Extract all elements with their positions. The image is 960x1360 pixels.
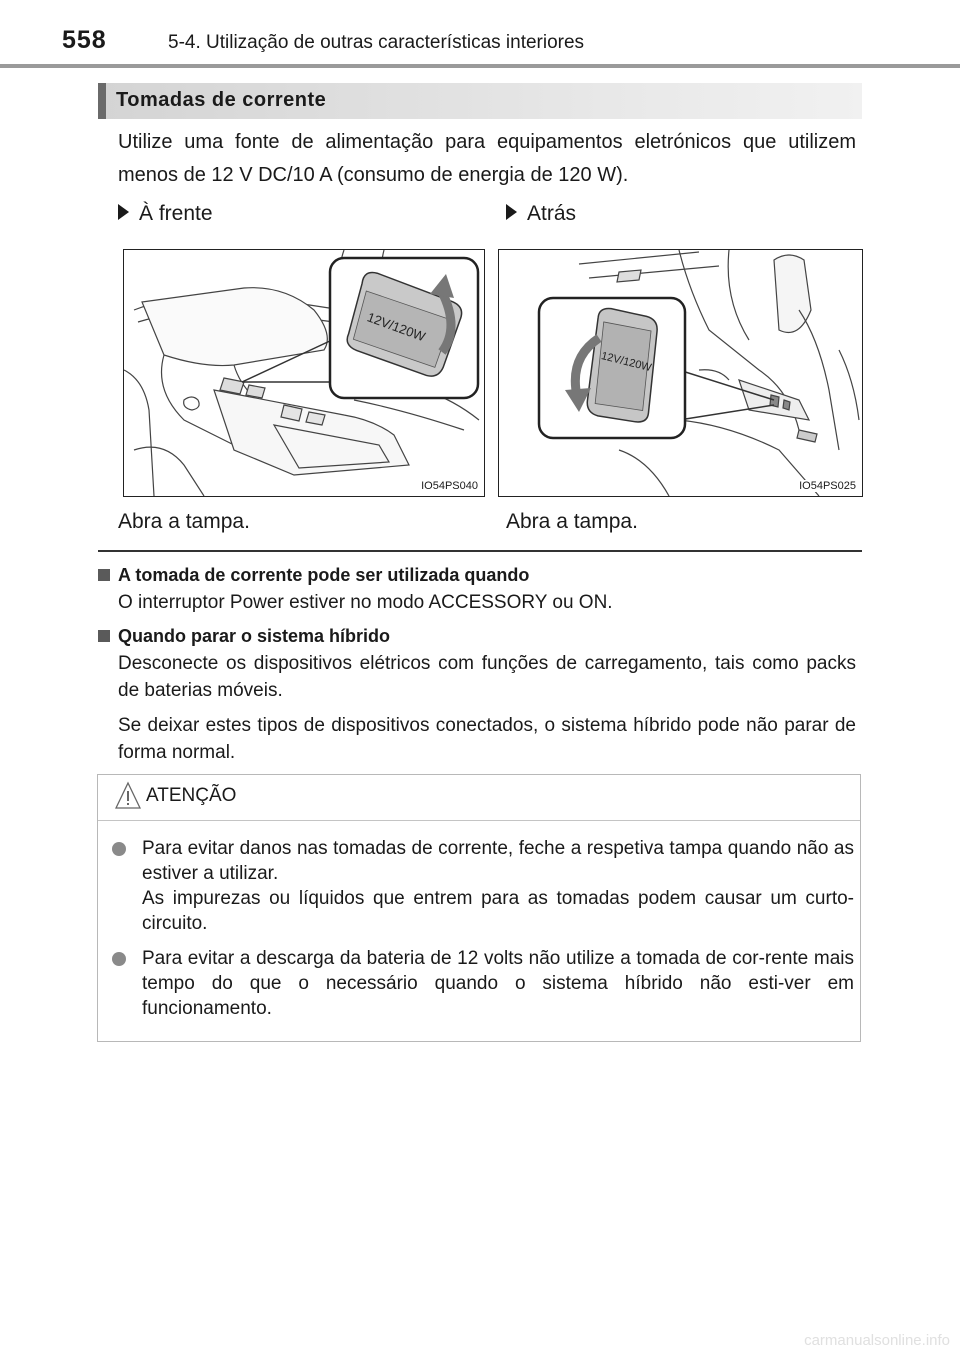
note-paragraph: Se deixar estes tipos de dispositivos conectados, o sistema híbrido pode não parar de forma normal. — [118, 715, 856, 763]
section-accent — [98, 83, 106, 119]
rear-caption: Abra a tampa. — [506, 510, 638, 533]
front-console-drawing — [124, 250, 484, 496]
rear-heading — [506, 202, 576, 226]
warning-item-text: Para evitar a descarga da bateria de 12 volts não utilize a tomada de cor-rente mais tempo do que o necessário quando o sistema híbrido não esti-ver em funcionamento. — [142, 948, 854, 1019]
front-caption: Abra a tampa. — [118, 510, 250, 533]
front-cap-label: 12V/120W — [365, 309, 428, 345]
square-bullet-icon — [98, 630, 110, 642]
warning-title: ATENÇÃO — [146, 785, 237, 806]
section-divider — [98, 550, 862, 552]
section-title-bar — [98, 83, 862, 119]
intro-paragraph: Utilize uma fonte de alimentação para equipamentos eletrónicos que utilizem menos de 12 V DC/10 A (consumo de energia de 120 W). — [118, 131, 856, 186]
section-title: Tomadas de corrente — [116, 89, 327, 111]
front-figure-code: IO54PS040 — [421, 480, 478, 492]
rear-heading-text: Atrás — [527, 202, 577, 225]
warning-header — [98, 775, 860, 821]
header-divider — [0, 64, 960, 68]
note-heading-text: Quando parar o sistema híbrido — [118, 626, 391, 646]
front-outlet-illustration — [123, 249, 485, 497]
warning-triangle-icon — [115, 781, 141, 811]
square-bullet-icon — [98, 569, 110, 581]
warning-item-text: Para evitar danos nas tomadas de corrente, feche a respetiva tampa quando não as estiver a utilizar. — [142, 838, 854, 884]
triangle-bullet-icon — [118, 204, 129, 220]
warning-item — [142, 946, 854, 1021]
note-heading-usage — [98, 565, 529, 586]
rear-figure-code: IO54PS025 — [799, 480, 856, 492]
front-heading — [118, 202, 213, 226]
chapter-title: 5-4. Utilização de outras características interiores — [168, 32, 585, 53]
rear-cap-label: 12V/120W — [599, 350, 653, 375]
note-heading-hybrid-stop — [98, 626, 390, 647]
watermark: carmanualsonline.info — [804, 1332, 950, 1349]
front-heading-text: À frente — [139, 202, 213, 225]
page-number: 558 — [62, 26, 107, 54]
note-paragraph: O interruptor Power estiver no modo ACCESSORY ou ON. — [118, 592, 613, 613]
note-paragraph: Desconecte os dispositivos elétricos com funções de carregamento, tais como packs de baterias móveis. — [118, 653, 856, 701]
warning-item — [142, 836, 854, 936]
circle-bullet-icon — [112, 952, 126, 966]
rear-outlet-illustration — [498, 249, 863, 497]
circle-bullet-icon — [112, 842, 126, 856]
triangle-bullet-icon — [506, 204, 517, 220]
rear-seat-drawing — [499, 250, 862, 496]
warning-item-text: As impurezas ou líquidos que entrem para as tomadas podem causar um curto-circuito. — [142, 888, 854, 934]
note-heading-text: A tomada de corrente pode ser utilizada quando — [118, 565, 530, 585]
